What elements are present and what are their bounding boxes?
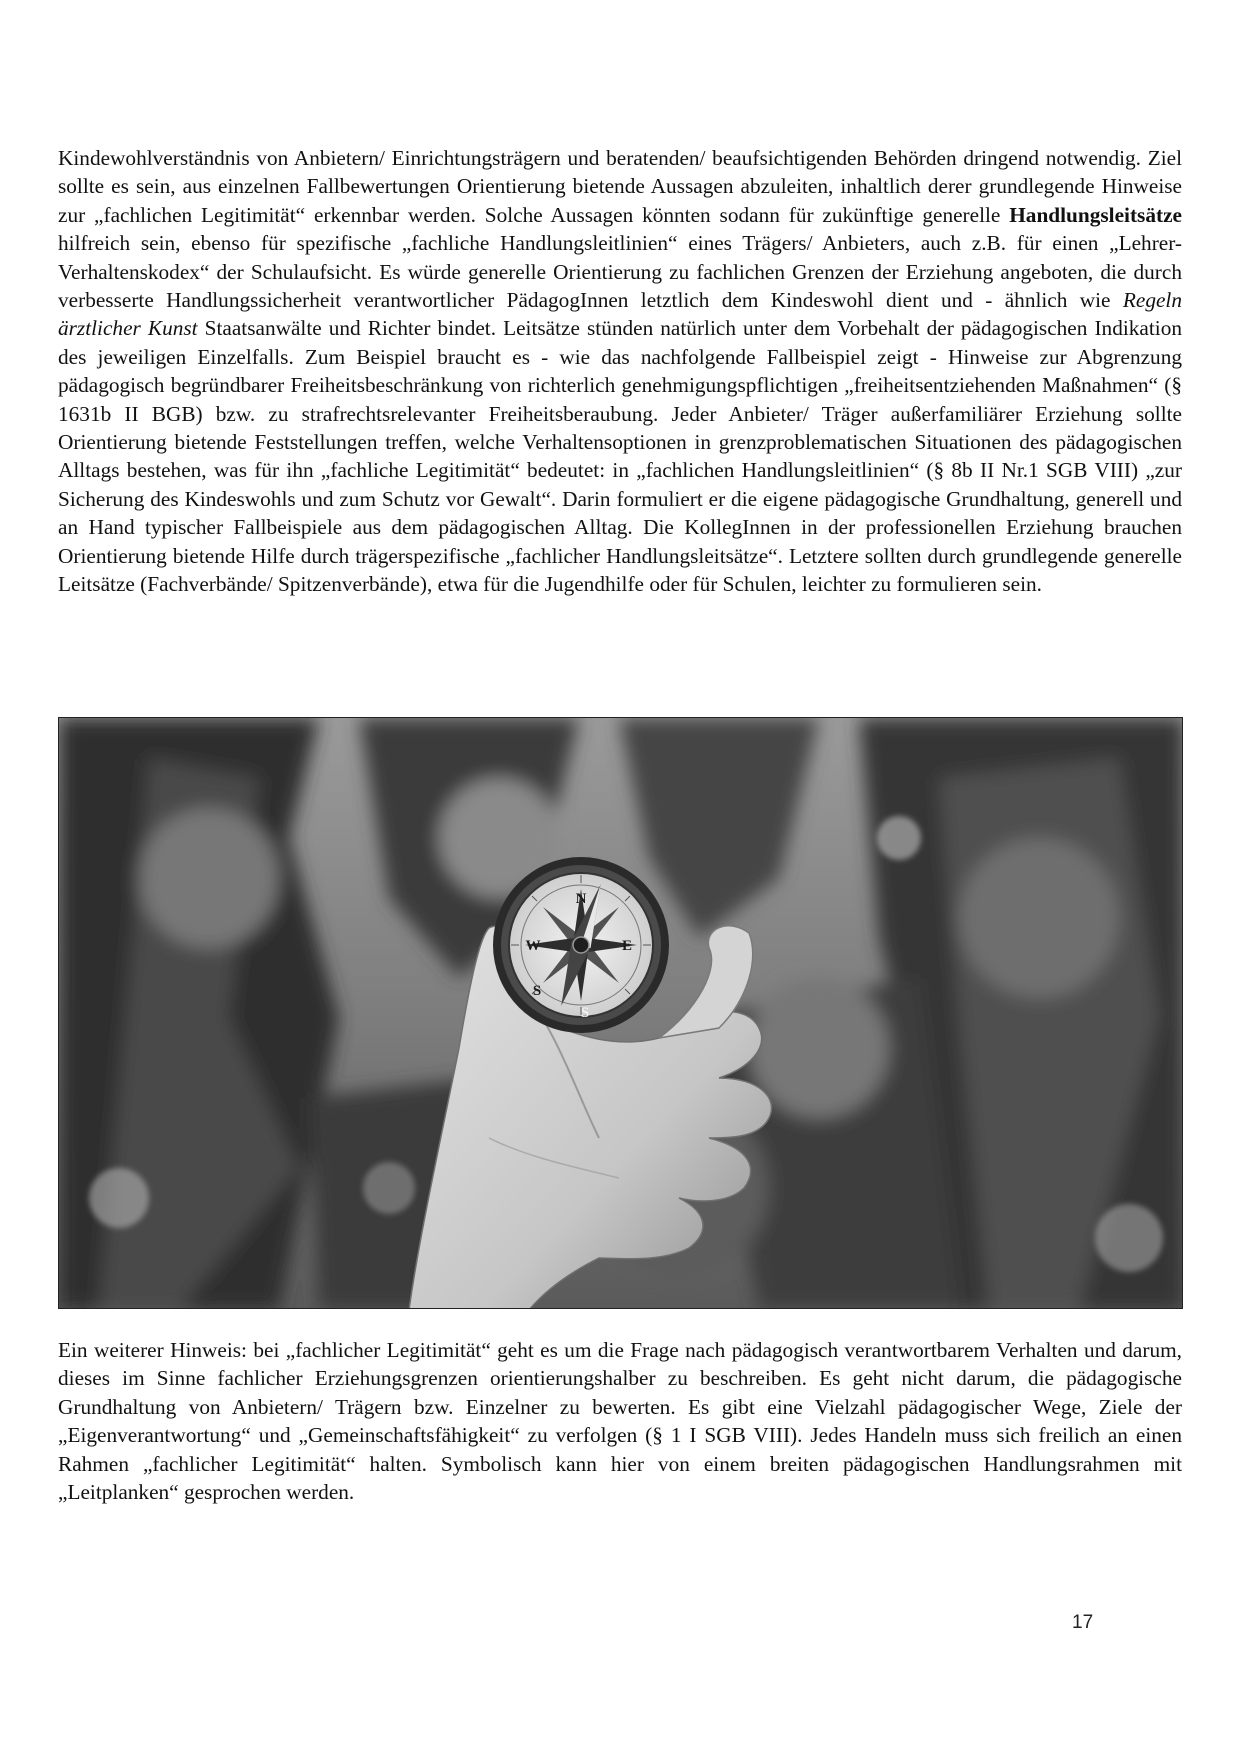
paragraph-1-text-a: Kindewohlverständnis von Anbietern/ Einrichtungsträgern und beratenden/ beaufsichtigenden Behörden dringend notwendig. Ziel sollte es sein, aus einzelnen Fallbewertungen Orientierung bietende Aussagen abzuleiten, inhaltlich derer grundlegende Hinweise zur „fachlichen Legitimität“ erkennbar werden. Solche Aussagen könnten sodann für zukünftige generelle: [58, 146, 1182, 227]
compass-letter-east: E: [621, 938, 633, 954]
body-paragraph-1: [58, 144, 1182, 599]
body-paragraph-2: Ein weiterer Hinweis: bei „fachlicher Legitimität“ geht es um die Frage nach pädagogisch verantwortbarem Verhalten und darum, dieses im Sinne fachlicher Erziehungsgrenzen orientierungshalber zu beschreiben. Es geht nicht darum, die pädagogische Grundhaltung von Anbietern/ Trägern bzw. Einzelner zu bewerten. Es gibt eine Vielzahl pädagogischer Wege, Ziele der „Eigenverantwortung“ und „Gemeinschaftsfähigkeit“ zu verfolgen (§ 1 I SGB VIII). Jedes Handeln muss sich freilich an einen Rahmen „fachlicher Legitimität“ halten. Symbolisch kann hier von einem breiten pädagogischen Handlungsrahmen mit „Leitplanken“ gesprochen werden.: [58, 1338, 1182, 1505]
compass-letter-south: S: [532, 983, 542, 999]
compass-photo: [58, 717, 1183, 1309]
compass-letter-north: N: [575, 891, 587, 907]
page-number: 17: [1072, 1612, 1094, 1633]
compass-photo-illustration: [59, 718, 1183, 1309]
compass-letter-west: W: [525, 938, 541, 954]
paragraph-1-text-b: hilfreich sein, ebenso für spezifische „fachliche Handlungsleitlinien“ eines Trägers/ Anbieters, auch z.B. für einen „Lehrer- Verhaltenskodex“ der Schulaufsicht. Es würde generelle Orientierung zu fachlichen Grenzen der Erziehung angeboten, die durch verbesserte Handlungssicherheit verantwortlicher PädagogInnen letztlich dem Kindeswohl dient und - ähnlich wie: [58, 231, 1182, 313]
paragraph-1-bold-term: Handlungsleitsätze: [1009, 202, 1182, 227]
paragraph-1-text-c: Staatsanwälte und Richter bindet. Leitsätze stünden natürlich unter dem Vorbehalt der pädagogischen Indikation des jeweiligen Einzelfalls. Zum Beispiel braucht es - wie das nachfolgende Fallbeispiel zeigt - Hinweise zur Abgrenzung pädagogisch begründbarer Freiheitsbeschränkung von richterlich genehmigungspflichtigen „freiheitsentziehenden Maßnahmen“ (§ 1631b II BGB) bzw. zu strafrechtsrelevanter Freiheitsberaubung. Jeder Anbieter/ Träger außerfamiliärer Erziehung sollte Orientierung bietende Feststellungen treffen, welche Verhaltensoptionen in grenzproblematischen Situationen des pädagogischen Alltags bestehen, was für ihn „fachliche Legitimität“ bedeutet: in „fachlichen Handlungsleitlinien“ (§ 8b II Nr.1 SGB VIII) „zur Sicherung des Kindeswohls und zum Schutz vor Gewalt“. Darin formuliert er die eigene pädagogische Grundhaltung, generell und an Hand typischer Fallbeispiele aus dem pädagogischen Alltag. Die KollegInnen in der professionellen Erziehung brauchen Orientierung bietende Hilfe durch trägerspezifische „fachlicher Handlungsleitsätze“. Letztere sollten durch grundlegende generelle Leitsätze (Fachverbände/ Spitzenverbände), etwa für die Jugendhilfe oder für Schulen, leichter zu formulieren sein.: [58, 316, 1182, 597]
paragraph-1-italic-term: Regeln ärztlicher Kunst: [58, 288, 1182, 341]
compass-needle-letter: S: [580, 1005, 590, 1021]
